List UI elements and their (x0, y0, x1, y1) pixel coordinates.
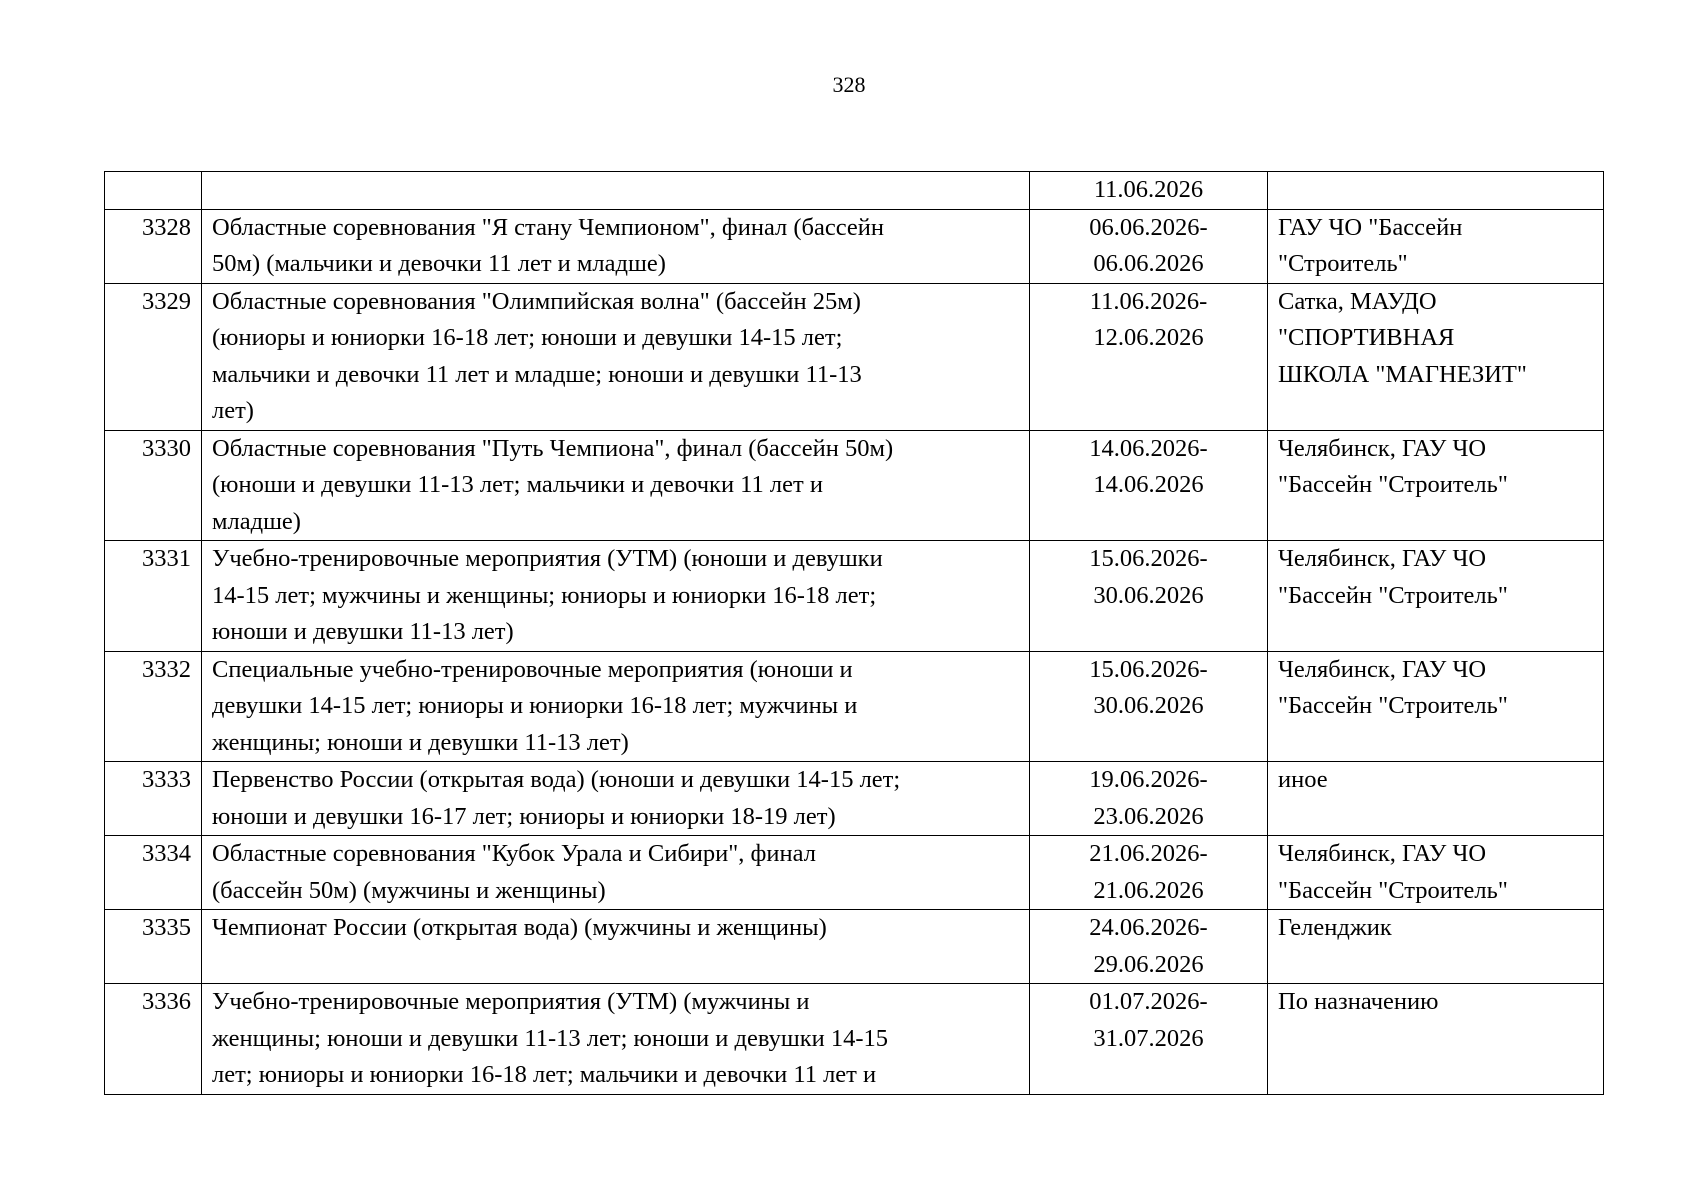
row-number: 3335 (142, 914, 191, 941)
event-name-line: Областные соревнования "Я стану Чемпионом", финал (бассейн (212, 213, 885, 241)
table-row (105, 910, 1604, 984)
date-line: 21.06.2026- (1089, 840, 1208, 867)
event-name-line: юноши и девушки 16-17 лет; юниоры и юниорки 18-19 лет) (212, 802, 836, 830)
cell-event-name (202, 762, 1030, 836)
event-name-line: (юноши и девушки 11-13 лет; мальчики и девочки 11 лет и (212, 471, 823, 498)
place-line: иное (1278, 766, 1328, 793)
cell-dates (1030, 836, 1268, 910)
cell-number (105, 209, 202, 283)
cell-number (105, 762, 202, 836)
place-line: ГАУ ЧО "Бассейн (1278, 213, 1463, 241)
page-number: 328 (832, 72, 866, 97)
cell-dates (1030, 651, 1268, 762)
place-line: "Бассейн "Строитель" (1278, 692, 1508, 719)
place-line: Челябинск, ГАУ ЧО (1278, 545, 1487, 572)
cell-number (105, 283, 202, 430)
cell-place (1268, 283, 1604, 430)
cell-dates (1030, 541, 1268, 652)
date-line: 31.07.2026 (1093, 1024, 1204, 1052)
event-name-line: Первенство России (открытая вода) (юноши и девушки 14-15 лет; (212, 766, 901, 793)
place-line: "Бассейн "Строитель" (1278, 876, 1508, 904)
table-row (105, 651, 1604, 762)
events-table-body (105, 172, 1604, 1095)
table-row (105, 836, 1604, 910)
row-number: 3333 (142, 766, 191, 793)
table-row-continuation (105, 172, 1604, 210)
cell-event-name (202, 910, 1030, 984)
cell-place (1268, 762, 1604, 836)
event-name-line: Чемпионат России (открытая вода) (мужчины и женщины) (212, 914, 827, 941)
cell-place (1268, 172, 1604, 210)
cell-dates (1030, 172, 1268, 210)
cell-dates (1030, 910, 1268, 984)
date-line: 11.06.2026- (1089, 287, 1208, 315)
cell-event-name (202, 651, 1030, 762)
date-line: 06.06.2026- (1089, 213, 1208, 241)
place-line: "Строитель" (1278, 250, 1408, 277)
cell-dates (1030, 984, 1268, 1095)
row-number: 3328 (142, 213, 191, 241)
cell-place (1268, 651, 1604, 762)
row-number: 3332 (142, 655, 191, 683)
date-line: 14.06.2026 (1093, 471, 1204, 498)
event-name-line: юноши и девушки 11-13 лет) (212, 618, 514, 645)
cell-dates (1030, 430, 1268, 541)
date-line: 14.06.2026- (1089, 434, 1208, 462)
cell-dates (1030, 209, 1268, 283)
event-name-line: женщины; юноши и девушки 11-13 лет) (212, 728, 629, 756)
event-name-line: Специальные учебно-тренировочные мероприятия (юноши и (212, 655, 853, 683)
cell-number (105, 836, 202, 910)
cell-dates (1030, 283, 1268, 430)
date-line: 15.06.2026- (1089, 545, 1208, 572)
cell-event-name (202, 541, 1030, 652)
cell-event-name (202, 209, 1030, 283)
row-number: 3331 (142, 545, 191, 572)
row-number: 3329 (142, 287, 191, 315)
date-line: 15.06.2026- (1089, 655, 1208, 683)
cell-number (105, 984, 202, 1095)
cell-event-name (202, 283, 1030, 430)
row-number: 3336 (142, 988, 191, 1015)
cell-number (105, 651, 202, 762)
cell-number (105, 430, 202, 541)
event-name-line: лет) (212, 397, 254, 424)
date-line: 06.06.2026 (1093, 250, 1204, 277)
event-name-line: Учебно-тренировочные мероприятия (УТМ) (юноши и девушки (212, 545, 883, 572)
date-line: 11.06.2026 (1093, 176, 1204, 203)
event-name-line: женщины; юноши и девушки 11-13 лет; юноши и девушки 14-15 (212, 1024, 888, 1052)
cell-number (105, 172, 202, 210)
row-number: 3330 (142, 434, 191, 462)
event-name-line: 50м) (мальчики и девочки 11 лет и младше) (212, 250, 666, 277)
cell-place (1268, 209, 1604, 283)
date-line: 29.06.2026 (1093, 950, 1204, 978)
table-row (105, 283, 1604, 430)
place-line: "Бассейн "Строитель" (1278, 581, 1508, 609)
place-line: По назначению (1278, 988, 1439, 1015)
place-line: Геленджик (1278, 914, 1392, 941)
date-line: 21.06.2026 (1093, 876, 1204, 904)
date-line: 30.06.2026 (1093, 692, 1204, 719)
date-line: 12.06.2026 (1093, 324, 1204, 351)
cell-dates (1030, 762, 1268, 836)
table-row (105, 762, 1604, 836)
event-name-line: Областные соревнования "Путь Чемпиона", финал (бассейн 50м) (212, 434, 894, 462)
table-row (105, 430, 1604, 541)
cell-number (105, 541, 202, 652)
cell-place (1268, 541, 1604, 652)
place-line: "Бассейн "Строитель" (1278, 471, 1508, 498)
cell-event-name (202, 172, 1030, 210)
place-line: ШКОЛА "МАГНЕЗИТ" (1278, 360, 1527, 388)
place-line: Челябинск, ГАУ ЧО (1278, 840, 1487, 867)
event-name-line: (бассейн 50м) (мужчины и женщины) (212, 876, 606, 904)
row-number: 3334 (142, 840, 191, 867)
place-line: Сатка, МАУДО (1278, 287, 1437, 315)
table-row (105, 541, 1604, 652)
cell-event-name (202, 984, 1030, 1095)
table-row (105, 984, 1604, 1095)
cell-event-name (202, 836, 1030, 910)
place-line: Челябинск, ГАУ ЧО (1278, 655, 1487, 683)
cell-number (105, 910, 202, 984)
cell-place (1268, 836, 1604, 910)
event-name-line: Учебно-тренировочные мероприятия (УТМ) (мужчины и (212, 988, 810, 1015)
event-name-line: Областные соревнования "Кубок Урала и Сибири", финал (212, 840, 816, 867)
event-name-line: мальчики и девочки 11 лет и младше; юноши и девушки 11-13 (212, 360, 862, 388)
cell-place (1268, 984, 1604, 1095)
place-line: Челябинск, ГАУ ЧО (1278, 434, 1487, 462)
events-table (104, 171, 1604, 1095)
event-name-line: девушки 14-15 лет; юниоры и юниорки 16-18 лет; мужчины и (212, 692, 858, 719)
event-name-line: Областные соревнования "Олимпийская волна" (бассейн 25м) (212, 287, 861, 315)
date-line: 19.06.2026- (1089, 766, 1208, 793)
event-name-line: лет; юниоры и юниорки 16-18 лет; мальчики и девочки 11 лет и (212, 1061, 877, 1088)
event-name-line: младше) (212, 507, 301, 535)
date-line: 23.06.2026 (1093, 802, 1204, 830)
cell-place (1268, 910, 1604, 984)
date-line: 24.06.2026- (1089, 914, 1208, 941)
event-name-line: 14-15 лет; мужчины и женщины; юниоры и юниорки 16-18 лет; (212, 581, 877, 609)
event-name-line: (юниоры и юниорки 16-18 лет; юноши и девушки 14-15 лет; (212, 324, 843, 351)
date-line: 01.07.2026- (1089, 988, 1208, 1015)
date-line: 30.06.2026 (1093, 581, 1204, 609)
place-line: "СПОРТИВНАЯ (1278, 324, 1455, 351)
cell-event-name (202, 430, 1030, 541)
table-row (105, 209, 1604, 283)
cell-place (1268, 430, 1604, 541)
